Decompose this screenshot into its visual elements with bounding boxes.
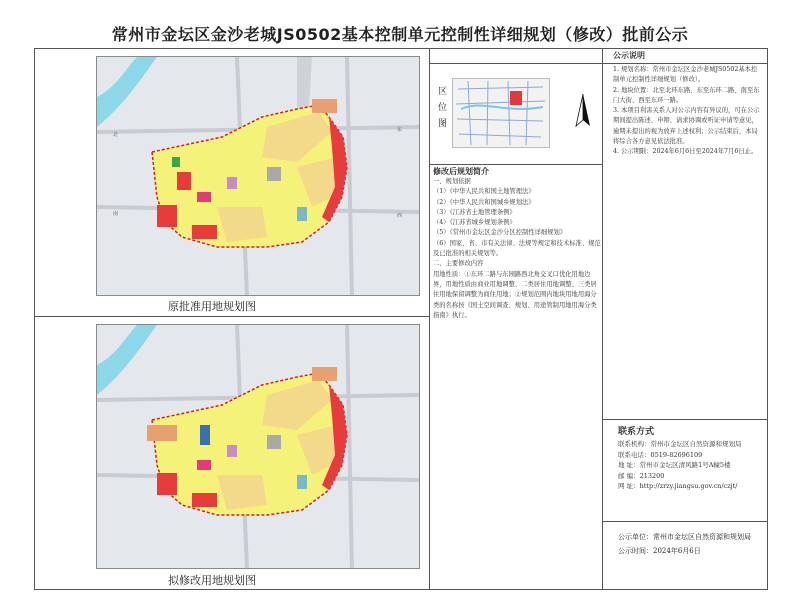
content-text: 用地性质：①东环二路与东园路西北角交叉口优化用地边界，用地性质由商业用地调整、二类居住用地调整、三类居住用地保留调整为商住用地；②规划范围内地块用地用海分类的名称按《国土空间调查、规划、用途管制用地用海分类指南》执行。 [433, 270, 597, 319]
original-land-use-map [96, 56, 420, 296]
notice-item: 3. 本项目利害关系人对公示内容有异议的，可在公示期间提出陈述、申辩、请求协调或听证申请等意见，逾期未提出的视为放弃上述权利；公示结束后，本局将综合各方意见依法批准。 [613, 107, 760, 146]
location-map-thumbnail [452, 78, 550, 148]
divider-vertical-right [602, 49, 603, 589]
road-label-west: 西 [397, 213, 403, 219]
road-label-north: 北 [113, 132, 119, 138]
page-title: 常州市金坛区金沙老城JS0502基本控制单元控制性详细规划（修改）批前公示 [111, 25, 689, 44]
publisher-row: 公示单位：常州市金坛区自然资源和规划局 [618, 533, 751, 541]
original-map-caption: 原批准用地规划图 [168, 300, 256, 313]
notice-item: 2. 地块位置：北至北环东路、东至东环二路、南至东门大街、西至东环一路。 [613, 86, 760, 104]
notice-item: 4. 公示期限：2024年6月6日至2024年7月6日止。 [613, 148, 758, 156]
modification-summary [433, 166, 601, 321]
north-arrow-icon [572, 92, 594, 136]
basis-item: （2）《中华人民共和国城乡规划法》 [433, 198, 535, 206]
contact-row: 邮 编：213200 [618, 471, 665, 480]
divider-footer [602, 521, 767, 522]
road-label-south: 南 [113, 211, 119, 217]
basis-item: （5）《常州市金坛区金沙分区控制性详细规划》 [433, 229, 567, 237]
divider-vertical-left [429, 49, 430, 589]
website-link[interactable]: http://zrzy.jiangsu.gov.cn/czjt/ [639, 482, 738, 490]
revised-map-caption: 拟修改用地规划图 [168, 574, 256, 587]
notice-panel [613, 50, 763, 158]
divider-top-middle [429, 63, 602, 64]
modification-heading: 修改后规划简介 [433, 166, 489, 176]
divider-contact [602, 419, 767, 420]
location-map-drawing [453, 79, 549, 147]
road-label-east: 东 [397, 127, 403, 133]
original-map-drawing [97, 57, 420, 296]
divider-horizontal-maps [35, 316, 429, 317]
basis-item: （6）国家、省、市有关法律、法规等规定和技术标准、规范及已批准的相关规划等。 [433, 239, 601, 258]
revised-land-use-map [96, 324, 420, 569]
location-map-label: 区 位 图 [438, 87, 448, 129]
divider-location [429, 164, 602, 165]
contact-row: 地 址：常州市金坛区清风路1号A幢5楼 [618, 461, 731, 469]
contact-panel [618, 424, 768, 492]
revised-map-drawing [97, 325, 420, 569]
contact-heading: 联系方式 [618, 427, 655, 437]
basis-item: （3）《江苏省土地管理条例》 [433, 208, 516, 216]
publish-date-row: 公示时间：2024年6月6日 [618, 547, 701, 555]
basis-heading: 一、规划依据 [433, 178, 471, 185]
publication-footer [618, 530, 768, 558]
content-heading: 二、主要修改内容 [433, 260, 484, 268]
notice-heading: 公示说明 [613, 50, 645, 60]
notice-item: 1. 规划名称：常州市金坛区金沙老城JS0502基本控制单元控制性详细规划（修改）。 [613, 66, 758, 84]
basis-item: （1）《中华人民共和国土地管理法》 [433, 188, 535, 196]
contact-row: 联系电话：0519-82696109 [618, 450, 703, 459]
contact-row: 网 址：http://zrzy.jiangsu.gov.cn/czjt/ [618, 482, 738, 490]
basis-item: （4）《江苏省城乡规划条例》 [433, 219, 516, 227]
contact-row: 联系机构：常州市金坛区自然资源和规划局 [618, 440, 742, 448]
